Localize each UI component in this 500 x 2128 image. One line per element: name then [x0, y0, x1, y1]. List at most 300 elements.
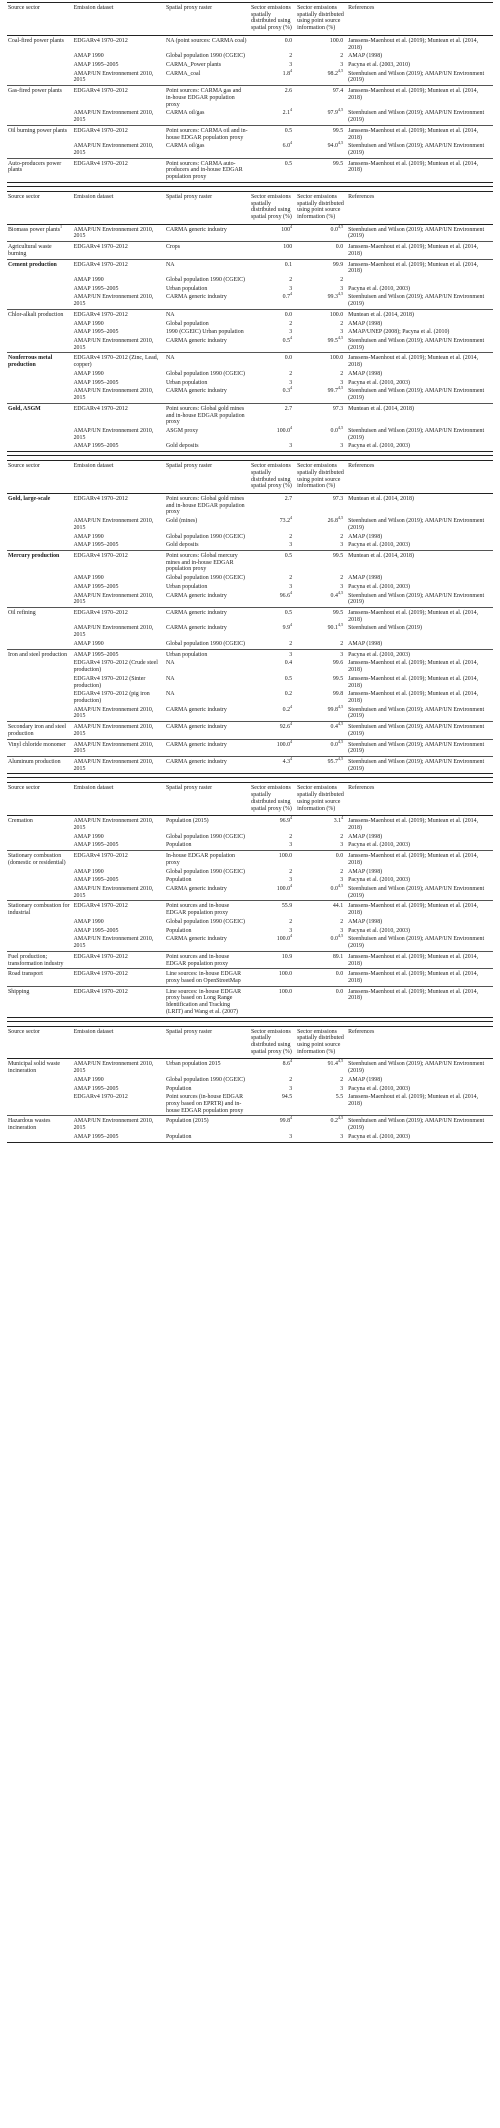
spatial-proxy-cell: CARMA generic industry — [165, 722, 250, 739]
table-row — [7, 403, 493, 427]
emission-dataset-cell: AMAP 1990 — [73, 833, 104, 840]
spatial-proxy-cell: Global population — [165, 320, 209, 327]
source-sector-cell-empty — [7, 427, 73, 442]
footnote-marker: 4 — [290, 223, 293, 229]
percent-value: 3 — [289, 842, 293, 849]
header-references: References — [347, 1026, 493, 1059]
point-percent-cell — [296, 442, 347, 451]
emission-dataset-cell: AMAP 1990 — [73, 277, 104, 283]
footnote-marker: 4,5 — [337, 335, 344, 341]
proxy-percent-cell — [250, 493, 296, 517]
percent-value: 99.5 — [332, 553, 344, 559]
spatial-proxy-cell: Global population 1990 (CGEIC) — [165, 640, 245, 647]
percent-value: 2 — [289, 533, 293, 540]
spatial-proxy-cell: CARMA_Power plants — [165, 62, 222, 69]
emission-dataset-cell: AMAP 1995–2005 — [73, 285, 119, 292]
source-sector-label: Cremation — [8, 818, 33, 825]
percent-value: 2 — [289, 918, 293, 925]
source-sector-cell — [7, 158, 73, 182]
percent-value: 2 — [289, 277, 293, 283]
percent-value: 0.5 — [284, 553, 293, 559]
proxy-percent-cell — [250, 756, 296, 773]
footnote-marker: 4,5 — [337, 1115, 344, 1121]
emission-dataset-cell: AMAP/UN Environnement 2010, 2015 — [73, 756, 165, 773]
footnote-marker: 4 — [290, 703, 293, 709]
footnote-marker: 4 — [341, 815, 344, 821]
table-row — [7, 722, 493, 739]
source-sector-label: Vinyl chloride monomer — [8, 741, 66, 748]
emission-dataset-cell: EDGARv4 1970–2012 — [73, 901, 165, 918]
source-sector-cell-empty — [7, 328, 73, 337]
references-cell: Pacyna et al. (2010, 2003) — [347, 1133, 493, 1142]
percent-value: 0.0 — [335, 853, 344, 860]
proxy-percent-cell — [250, 387, 296, 403]
table-divider — [7, 777, 493, 779]
percent-value: 3 — [289, 877, 293, 884]
source-sector-cell — [7, 608, 73, 625]
percent-value: 2 — [340, 370, 344, 377]
source-sector-cell — [7, 969, 73, 986]
proxy-percent-cell — [250, 1093, 296, 1116]
percent-value: 97.3 — [332, 495, 344, 502]
percent-value: 44.1 — [332, 903, 344, 910]
emission-dataset-cell: EDGARv4 1970–2012 — [73, 495, 128, 502]
source-sector-cell-empty — [7, 337, 73, 353]
footnote-marker: 4 — [290, 291, 293, 297]
table-row — [7, 328, 493, 337]
source-sector-label: Auto-producers power plants — [8, 160, 62, 174]
emission-dataset-cell: AMAP/UN Environnement 2010, 2015 — [73, 338, 154, 351]
spatial-proxy-cell: Point sources: CARMA auto-producers and in-house EDGAR population proxy — [165, 158, 250, 182]
references-cell: Pacyna et al. (2010, 2003) — [347, 649, 493, 659]
references-cell: Steenhuisen and Wilson (2019); AMAP/UN Environment (2019) — [347, 739, 493, 756]
references-cell: Janssens-Maenhout et al. (2019); Muntean et al. (2014, 2018) — [347, 259, 493, 276]
table-row — [7, 640, 493, 649]
table-row — [7, 1093, 493, 1116]
references-cell: Janssens-Maenhout et al. (2019); Muntean et al. (2014, 2018) — [347, 86, 493, 110]
footnote-marker: 4 — [290, 335, 293, 341]
point-percent-cell — [296, 370, 347, 379]
header-spatial-proxy: Spatial proxy raster — [165, 461, 250, 494]
proxy-percent-cell — [250, 442, 296, 451]
header-sector-proxy: Sector emissions spatially distributed using spatial proxy (%) — [250, 1026, 296, 1059]
table-row — [7, 675, 493, 690]
source-sector-label: Gas-fired power plants — [8, 88, 62, 95]
references-cell: Janssens-Maenhout et al. (2019); Muntean et al. (2014, 2018) — [347, 353, 493, 370]
proxy-percent-cell — [250, 109, 296, 125]
emission-dataset-cell: AMAP/UN Environnement 2010, 2015 — [73, 1116, 165, 1133]
references-cell: Steenhuisen and Wilson (2019); AMAP/UN Environment (2019) — [347, 756, 493, 773]
footnote-marker: 4,5 — [337, 1058, 344, 1064]
source-sector-cell — [7, 986, 73, 1017]
table-row — [7, 935, 493, 951]
spatial-proxy-cell: Gold deposits — [165, 542, 199, 549]
percent-value: 0.5 — [284, 610, 293, 617]
references-cell: Janssens-Maenhout et al. (2019); Muntean et al. (2014, 2018) — [348, 37, 479, 51]
emission-dataset-cell: AMAP 1990 — [73, 370, 104, 377]
proxy-percent-cell — [250, 574, 296, 583]
source-sector-cell — [7, 851, 73, 868]
proxy-percent-cell — [250, 337, 296, 353]
percent-value: 0.4 — [330, 724, 338, 731]
percent-value: 0.5 — [284, 675, 293, 682]
table-header-row — [7, 461, 493, 494]
emission-table-part — [7, 782, 493, 1017]
source-sector-cell-empty — [7, 370, 73, 379]
proxy-percent-cell — [250, 309, 296, 319]
source-sector-cell-empty — [7, 675, 73, 690]
source-sector-cell-empty — [7, 52, 73, 61]
emission-dataset-cell: EDGARv4 1970–2012 — [73, 551, 165, 575]
spatial-proxy-cell: Point sources: CARMA oil and in-house EDGAR population proxy — [165, 125, 250, 142]
emission-dataset-cell: EDGARv4 1970–2012 — [73, 259, 165, 276]
header-source-sector: Source sector — [7, 191, 73, 224]
spatial-proxy-cell: Global population 1990 (CGEIC) — [165, 370, 245, 377]
proxy-percent-cell — [250, 624, 296, 639]
proxy-percent-cell — [250, 816, 296, 833]
point-percent-cell — [296, 935, 347, 951]
point-percent-cell — [296, 517, 347, 532]
percent-value: 0.0 — [330, 427, 338, 434]
source-sector-cell — [7, 35, 73, 52]
proxy-percent-cell — [250, 551, 296, 575]
references-cell: AMAP (1998) — [348, 320, 383, 327]
spatial-proxy-cell: Urban population 2015 — [165, 1061, 221, 1068]
header-spatial-proxy: Spatial proxy raster — [165, 1026, 250, 1059]
emission-dataset-cell: AMAP 1995–2005 — [73, 1133, 165, 1142]
table-row — [7, 142, 493, 158]
references-cell: Steenhuisen and Wilson (2019); AMAP/UN Environment (2019) — [348, 1061, 485, 1075]
point-percent-cell — [296, 67, 347, 86]
table-row — [7, 1085, 493, 1094]
percent-value: 97.3 — [332, 405, 344, 412]
table-row — [7, 574, 493, 583]
emission-dataset-cell: AMAP 1995–2005 — [73, 379, 119, 386]
point-percent-cell — [296, 1133, 347, 1142]
source-sector-label: Municipal solid waste incineration — [8, 1061, 61, 1075]
spatial-proxy-cell: CARMA oil/gas — [165, 143, 205, 150]
emission-dataset-cell: AMAP 1995–2005 — [73, 442, 165, 451]
table-divider — [7, 455, 493, 457]
emission-table-part — [7, 2, 493, 183]
emission-dataset-cell: AMAP/UN Environnement 2010, 2015 — [73, 886, 154, 899]
proxy-percent-cell — [250, 67, 296, 86]
proxy-percent-cell — [250, 640, 296, 649]
percent-value: 2 — [340, 533, 344, 540]
references-cell: Steenhuisen and Wilson (2019); AMAP/UN Environment (2019) — [348, 706, 485, 720]
proxy-percent-cell — [250, 353, 296, 370]
source-sector-cell-empty — [7, 885, 73, 901]
table-row — [7, 885, 493, 901]
source-sector-cell — [7, 901, 73, 918]
percent-value: 100 — [281, 226, 291, 233]
references-cell: AMAP (1998) — [348, 918, 383, 925]
proxy-percent-cell — [250, 589, 296, 608]
table-row — [7, 353, 493, 370]
table-row — [7, 624, 493, 639]
point-percent-cell — [296, 353, 347, 370]
references-cell: Steenhuisen and Wilson (2019); AMAP/UN Environment (2019) — [348, 518, 485, 531]
references-cell: Muntean et al. (2014, 2018) — [347, 309, 493, 319]
source-sector-cell-empty — [7, 293, 73, 309]
header-sector-point: Sector emissions spatially distributed using point source information (%) — [296, 191, 347, 224]
emission-table-part — [7, 1026, 493, 1143]
emission-dataset-cell: AMAP 1995–2005 — [73, 329, 119, 336]
percent-value: 97.4 — [332, 88, 344, 95]
references-cell: AMAP (1998) — [348, 533, 383, 540]
emission-dataset-cell: EDGARv4 1970–2012 (Crude steel production) — [73, 660, 158, 674]
percent-value: 0.0 — [284, 311, 293, 318]
header-references: References — [347, 461, 493, 494]
point-percent-cell — [296, 337, 347, 353]
references-cell: Muntean et al. (2014, 2018) — [347, 551, 493, 575]
proxy-percent-cell — [250, 242, 296, 259]
references-cell: AMAP (1998) — [348, 53, 383, 60]
header-source-sector: Source sector — [7, 3, 73, 36]
spatial-proxy-cell: NA — [165, 259, 250, 276]
point-percent-cell — [296, 1093, 347, 1116]
table-row — [7, 337, 493, 353]
percent-value: 99.5 — [327, 338, 338, 345]
spatial-proxy-cell: Urban population — [165, 379, 208, 386]
table-row — [7, 52, 493, 61]
spatial-proxy-cell: NA — [165, 353, 250, 370]
percent-value: 0.0 — [330, 741, 338, 748]
percent-value: 8.6 — [282, 1061, 291, 1068]
references-cell: AMAP (1998) — [348, 868, 383, 875]
proxy-percent-cell — [250, 841, 296, 850]
percent-value: 100.0 — [276, 936, 291, 943]
footnote-marker: 4,5 — [337, 424, 344, 430]
percent-value: 99.8 — [332, 691, 344, 698]
table-row — [7, 61, 493, 70]
source-sector-cell-empty — [7, 533, 73, 542]
proxy-percent-cell — [250, 293, 296, 309]
footnote-marker: 4 — [290, 721, 293, 727]
header-spatial-proxy: Spatial proxy raster — [165, 191, 250, 224]
point-percent-cell — [296, 109, 347, 125]
footnote-marker: 4 — [290, 738, 293, 744]
point-percent-cell — [296, 640, 347, 649]
percent-value: 96.6 — [279, 592, 291, 599]
source-sector-cell-empty — [7, 841, 73, 850]
header-sector-proxy: Sector emissions spatially distributed using spatial proxy (%) — [250, 3, 296, 36]
table-divider — [7, 1021, 493, 1023]
spatial-proxy-cell: CARMA generic industry — [165, 388, 227, 395]
emission-dataset-cell: AMAP 1990 — [73, 53, 104, 60]
percent-value: 4.3 — [282, 758, 291, 765]
source-sector-cell-empty — [7, 624, 73, 639]
table-row — [7, 285, 493, 294]
table-page — [7, 0, 493, 1143]
proxy-percent-cell — [250, 1116, 296, 1133]
table-row — [7, 158, 493, 182]
table-divider — [7, 186, 493, 188]
footnote-marker: 4 — [290, 622, 293, 628]
percent-value: 99.8 — [327, 706, 338, 713]
point-percent-cell — [296, 259, 347, 276]
table-header-row — [7, 1026, 493, 1059]
proxy-percent-cell — [250, 918, 296, 927]
header-source-sector: Source sector — [7, 461, 73, 494]
header-spatial-proxy: Spatial proxy raster — [165, 3, 250, 36]
footnote-marker: 4,5 — [337, 933, 344, 939]
spatial-proxy-cell: Point sources: Global gold mines and in-house EDGAR population proxy — [165, 403, 250, 427]
table-row — [7, 109, 493, 125]
emission-dataset-cell: AMAP/UN Environnement 2010, 2015 — [73, 818, 154, 831]
emission-dataset-cell: AMAP/UN Environnement 2010, 2015 — [73, 739, 165, 756]
source-sector-cell — [7, 951, 73, 968]
point-percent-cell — [296, 309, 347, 319]
point-percent-cell — [296, 52, 347, 61]
proxy-percent-cell — [250, 224, 296, 241]
percent-value: 55.9 — [281, 903, 293, 910]
point-percent-cell — [296, 918, 347, 927]
table-row — [7, 370, 493, 379]
table-row — [7, 541, 493, 550]
percent-value: 3 — [289, 542, 293, 549]
point-percent-cell — [296, 403, 347, 427]
source-sector-label: Coal-fired power plants — [8, 37, 64, 44]
source-sector-cell-empty — [7, 574, 73, 583]
point-percent-cell — [296, 722, 347, 739]
header-emission-dataset: Emission dataset — [73, 3, 165, 36]
proxy-percent-cell — [250, 370, 296, 379]
emission-dataset-cell: EDGARv4 1970–2012 (pig iron production) — [73, 691, 150, 704]
table-row — [7, 841, 493, 850]
percent-value: 99.6 — [332, 660, 344, 667]
source-sector-cell-empty — [7, 1133, 73, 1142]
footnote-marker: 4,5 — [337, 883, 344, 889]
references-cell: Steenhuisen and Wilson (2019); AMAP/UN Environment (2019) — [348, 592, 485, 606]
table-row — [7, 927, 493, 936]
percent-value: 2 — [289, 1076, 293, 1083]
spatial-proxy-cell: Global population 1990 (CGEIC) — [165, 575, 245, 582]
emission-dataset-cell: AMAP 1990 — [73, 575, 104, 582]
header-emission-dataset: Emission dataset — [73, 1026, 165, 1059]
percent-value: 0.4 — [330, 592, 338, 599]
emission-dataset-cell: AMAP/UN Environnement 2010, 2015 — [73, 518, 154, 531]
table-row — [7, 125, 493, 142]
references-cell: AMAP (1998) — [348, 833, 383, 840]
percent-value: 99.5 — [332, 610, 344, 617]
source-sector-label: Stationary combustion (domestic or residential) — [8, 853, 66, 866]
header-source-sector: Source sector — [7, 1026, 73, 1059]
table-row — [7, 320, 493, 329]
spatial-proxy-cell: In-house EDGAR population proxy — [165, 851, 250, 868]
percent-value: 94.0 — [327, 143, 338, 150]
proxy-percent-cell — [250, 1085, 296, 1094]
emission-dataset-cell: AMAP 1995–2005 — [73, 649, 165, 659]
table-row — [7, 969, 493, 986]
header-references: References — [347, 3, 493, 36]
references-cell: Janssens-Maenhout et al. (2019); Muntean et al. (2014, 2018) — [348, 660, 479, 674]
table-row — [7, 816, 493, 833]
emission-dataset-cell: AMAP/UN Environnement 2010, 2015 — [73, 70, 154, 84]
proxy-percent-cell — [250, 424, 296, 442]
footnote-marker: 4 — [290, 933, 293, 939]
references-cell: Muntean et al. (2014, 2018) — [347, 403, 493, 427]
proxy-percent-cell — [250, 703, 296, 722]
source-sector-cell — [7, 756, 73, 773]
point-percent-cell — [296, 293, 347, 309]
source-sector-cell — [7, 86, 73, 110]
emission-dataset-cell: EDGARv4 1970–2012 (Sinter production) — [73, 675, 146, 689]
table-row — [7, 224, 493, 241]
percent-value: 2 — [289, 833, 293, 840]
percent-value: 0.5 — [284, 160, 293, 167]
table-row — [7, 379, 493, 388]
spatial-proxy-cell: Population (2015) — [165, 1116, 250, 1133]
proxy-percent-cell — [250, 722, 296, 739]
percent-value: 100.0 — [278, 988, 293, 995]
spatial-proxy-cell: Urban population — [165, 583, 208, 590]
footnote-marker: 4 — [290, 385, 293, 391]
proxy-percent-cell — [250, 1076, 296, 1085]
percent-value: 2 — [340, 277, 344, 283]
table-row — [7, 951, 493, 968]
references-cell: Pacyna et al. (2010, 2003) — [348, 583, 410, 590]
emission-dataset-cell: AMAP/UN Environnement 2010, 2015 — [73, 226, 154, 240]
emission-dataset-cell: EDGARv4 1970–2012 (Zinc, Lead, copper) — [73, 353, 165, 370]
table-row — [7, 387, 493, 403]
table-row — [7, 259, 493, 276]
spatial-proxy-cell: Global population 1990 (CGEIC) — [165, 53, 245, 60]
percent-value: 2.7 — [284, 495, 293, 502]
proxy-percent-cell — [250, 86, 296, 113]
spatial-proxy-cell: NA — [165, 691, 175, 698]
table-row — [7, 833, 493, 842]
footnote-marker: 4,5 — [337, 703, 344, 709]
percent-value: 0.4 — [284, 660, 293, 667]
source-sector-label: Fuel production; transformation industry — [8, 953, 64, 967]
source-sector-label: Nonferrous metal production — [8, 355, 53, 369]
percent-value: 3 — [289, 379, 293, 386]
source-sector-cell — [7, 1116, 73, 1133]
spatial-proxy-cell: Global population 1990 (CGEIC) — [165, 868, 245, 875]
point-percent-cell — [296, 387, 347, 403]
percent-value: 99.3 — [327, 294, 338, 301]
spatial-proxy-cell: CARMA generic industry — [165, 608, 250, 625]
spatial-proxy-cell: 1990 (CGEIC) Urban population — [165, 329, 244, 336]
table-row — [7, 493, 493, 517]
percent-value: 2 — [289, 868, 293, 875]
percent-value: 3 — [289, 62, 293, 69]
header-emission-dataset: Emission dataset — [73, 191, 165, 224]
percent-value: 3 — [340, 443, 344, 450]
spatial-proxy-cell: CARMA generic industry — [165, 756, 250, 773]
emission-dataset-cell: AMAP 1995–2005 — [73, 842, 119, 849]
references-cell: AMAP (1998) — [348, 575, 383, 582]
point-percent-cell — [296, 551, 347, 575]
source-sector-label: Chlor-alkali production — [8, 311, 64, 318]
table-row — [7, 1116, 493, 1133]
references-cell: Janssens-Maenhout et al. (2019); Muntean et al. (2014, 2018) — [347, 986, 493, 1017]
point-percent-cell — [296, 142, 347, 158]
table-row — [7, 583, 493, 592]
footnote-marker: 4 — [290, 815, 293, 821]
percent-value: 3 — [340, 379, 344, 386]
percent-value: 3 — [289, 1133, 293, 1140]
footnote-marker: 4 — [290, 515, 293, 521]
source-sector-label: Mercury production — [8, 553, 60, 559]
footnote-marker: 4 — [290, 589, 293, 595]
emission-dataset-cell: AMAP/UN Environnement 2010, 2015 — [73, 722, 165, 739]
references-cell: AMAP (1998) — [348, 1076, 383, 1083]
header-sector-point: Sector emissions spatially distributed using point source information (%) — [296, 1026, 347, 1059]
emission-dataset-cell: AMAP 1990 — [73, 640, 104, 647]
percent-value: 98.2 — [327, 70, 338, 77]
